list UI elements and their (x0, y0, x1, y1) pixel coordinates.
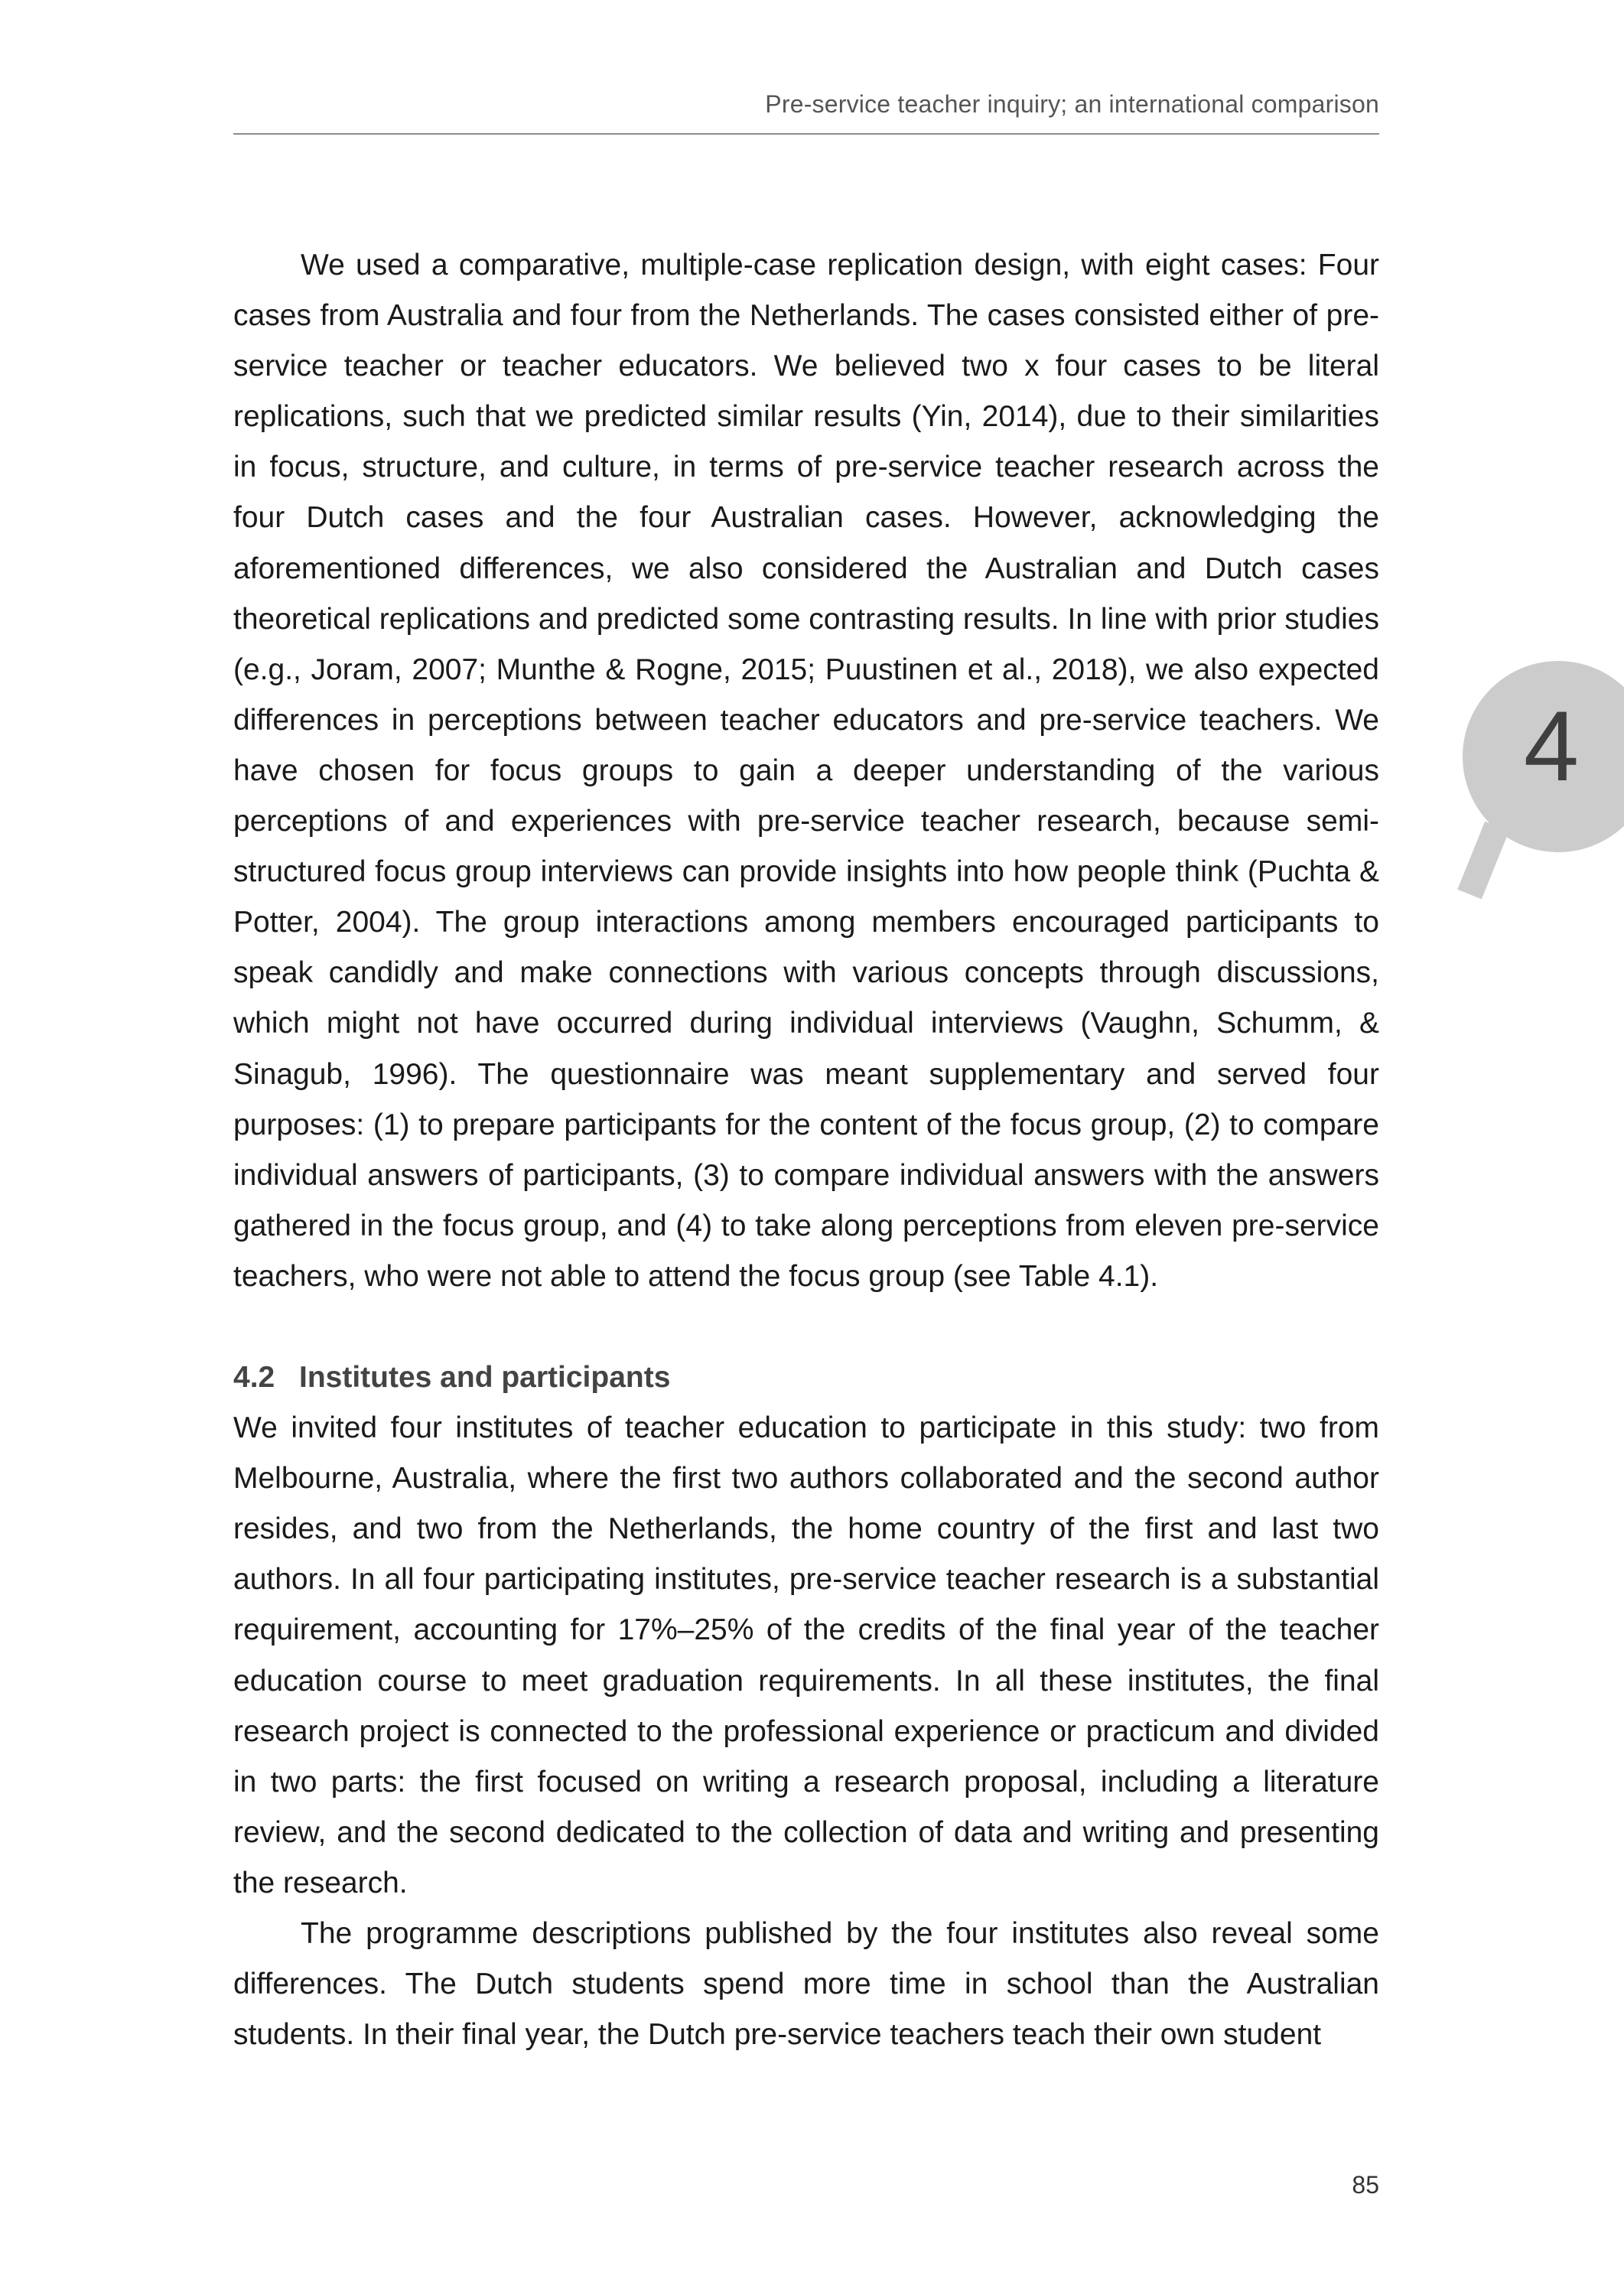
paragraph-programme-descriptions: The programme descriptions published by the four institutes also reveal some differences. The Dutch students spend more time in school than the Australian students. In their final year, the Dutch pre-service teachers teach their own student (233, 1917, 1379, 2052)
section-title: Institutes and participants (299, 1360, 671, 1394)
section-heading (233, 1353, 1379, 1403)
paragraph-institutes: We invited four institutes of teacher education to participate in this study: two from Melbourne, Australia, where the first two authors collaborated and the second author resides, and two from the Netherlands, the home country of the first and last two authors. In all four participating institutes, pre-service teacher research is a substantial requirement, accounting for 17%–25% of the credits of the final year of the teacher education course to meet graduation requirements. In all these institutes, the final research project is connected to the professional experience or practicum and divided in two parts: the first focused on writing a research proposal, including a literature review, and the second dedicated to the collection of data and writing and presenting the research. (233, 1411, 1379, 1899)
page-number: 85 (1352, 2171, 1379, 2199)
body-text (233, 240, 1379, 2060)
chapter-tab-handle (1457, 822, 1508, 900)
header-divider (233, 133, 1379, 135)
chapter-number: 4 (1523, 690, 1580, 802)
paragraph-research-design: We used a comparative, multiple-case replication design, with eight cases: Four cases from Australia and four from the Netherlands. The cases consisted either of pre-service teacher or teacher educators. We believed two x four cases to be literal replications, such that we predicted similar results (Yin, 2014), due to their similarities in focus, structure, and culture, in terms of pre-service teacher research across the four Dutch cases and the four Australian cases. However, acknowledging the aforementioned differences, we also considered the Australian and Dutch cases theoretical replications and predicted some contrasting results. In line with prior studies (e.g., Joram, 2007; Munthe & Rogne, 2015; Puustinen et al., 2018), we also expected differences in perceptions between teacher educators and pre-service teachers. We have chosen for focus groups to gain a deeper understanding of the various perceptions of and experiences with pre-service teacher research, because semi-structured focus group interviews can provide insights into how people think (Puchta & Potter, 2004). The group interactions among members encouraged participants to speak candidly and make connections with various concepts through discussions, which might not have occurred during individual interviews (Vaughn, Schumm, & Sinagub, 1996). The questionnaire was meant supplementary and served four purposes: (1) to prepare participants for the content of the focus group, (2) to compare individual answers of participants, (3) to compare individual answers with the answers gathered in the focus group, and (4) to take along perceptions from eleven pre-service teachers, who were not able to attend the focus group (see Table 4.1). (233, 249, 1379, 1293)
running-header: Pre-service teacher inquiry; an international comparison (765, 90, 1379, 118)
section-number: 4.2 (233, 1360, 275, 1394)
